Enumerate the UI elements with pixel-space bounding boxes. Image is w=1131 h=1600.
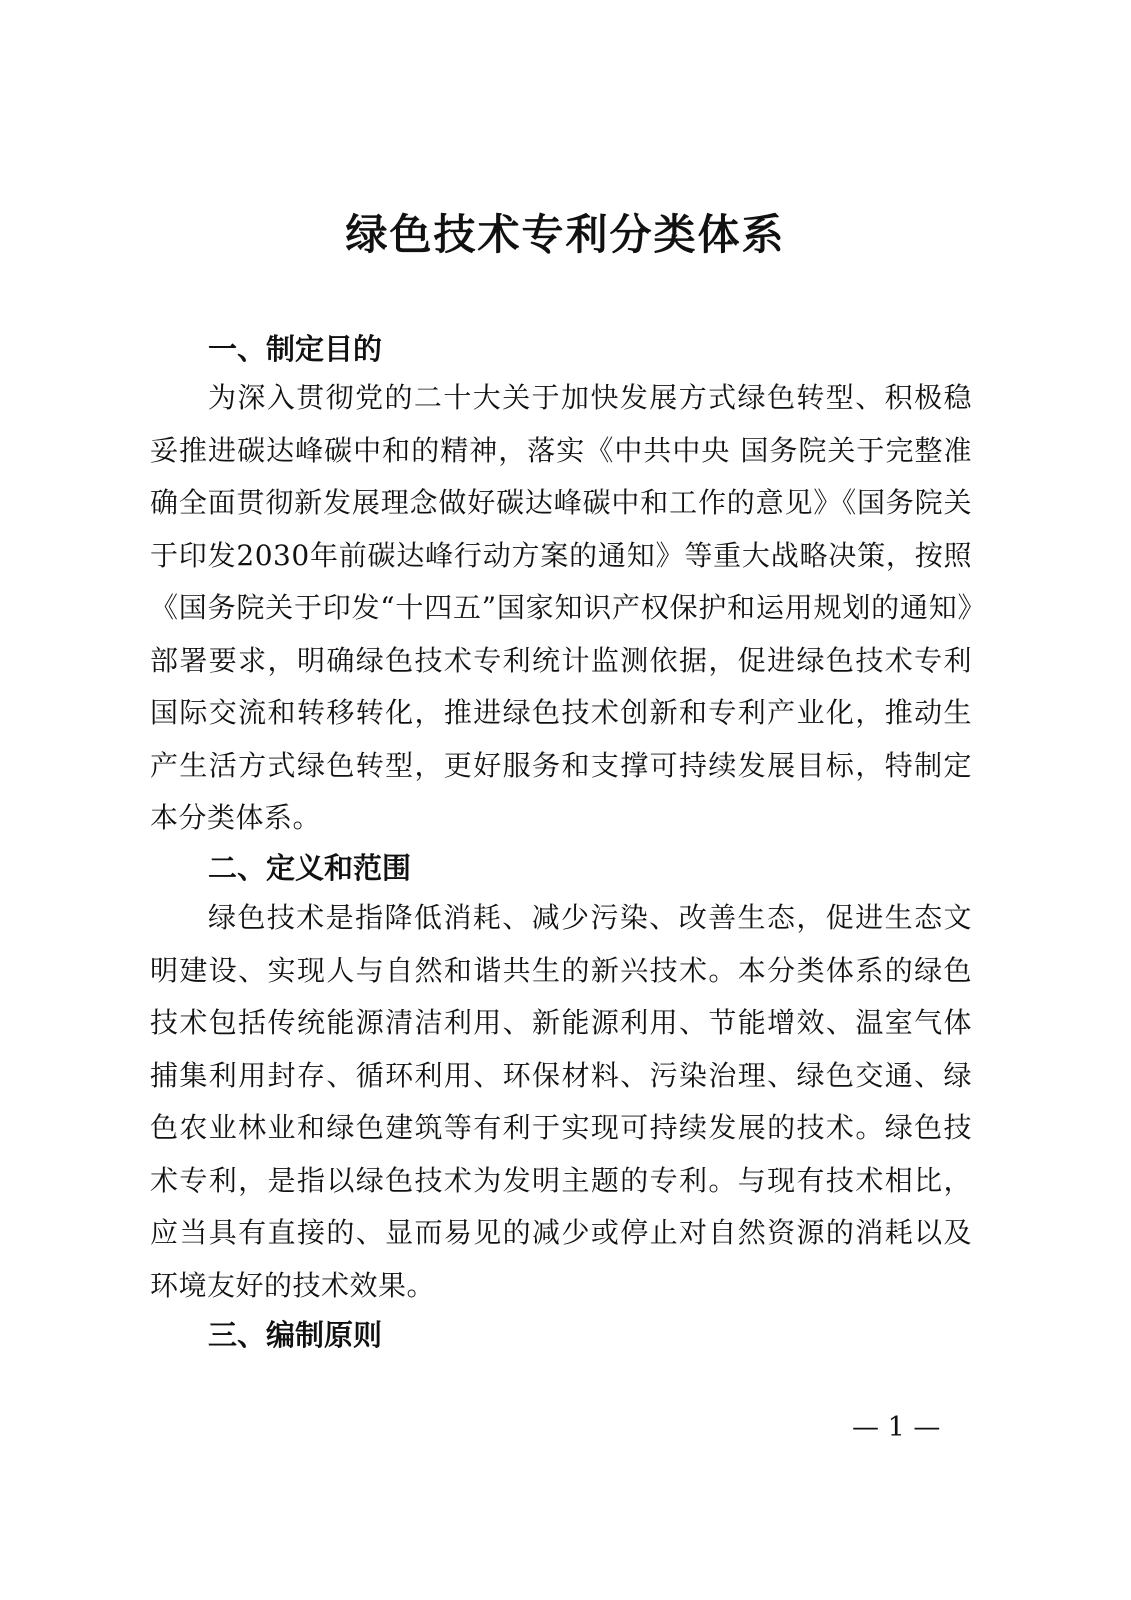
section-heading-purpose: 一、制定目的	[208, 332, 383, 366]
section-heading-principles: 三、编制原则	[208, 1318, 383, 1352]
section-paragraph-definition: 绿色技术是指降低消耗、减少污染、改善生态，促进生态文明建设、实现人与自然和谐共生的新兴技术。本分类体系的绿色技术包括传统能源清洁利用、新能源利用、节能增效、温室气体捕集利用封存、循环利用、环保材料、污染治理、绿色交通、绿色农业林业和绿色建筑等有利于实现可持续发展的技术。绿色技术专利，是指以绿色技术为发明主题的专利。与现有技术相比，应当具有直接的、显而易见的减少或停止对自然资源的消耗以及环境友好的技术效果。	[150, 901, 972, 1302]
section-heading-definition: 二、定义和范围	[208, 851, 412, 885]
page-number: — 1 —	[852, 1412, 941, 1443]
section-paragraph-purpose: 为深入贯彻党的二十大关于加快发展方式绿色转型、积极稳妥推进碳达峰碳中和的精神，落实《中共中央 国务院关于完整准确全面贯彻新发展理念做好碳达峰碳中和工作的意见》《国务院关于印发2030年前碳达峰行动方案的通知》等重大战略决策，按照《国务院关于印发“十四五”国家知识产权保护和运用规划的通知》部署要求，明确绿色技术专利统计监测依据，促进绿色技术专利国际交流和转移转化，推进绿色技术创新和专利产业化，推动生产生活方式绿色转型，更好服务和支撑可持续发展目标，特制定本分类体系。	[150, 381, 972, 834]
document-title: 绿色技术专利分类体系	[345, 210, 786, 259]
